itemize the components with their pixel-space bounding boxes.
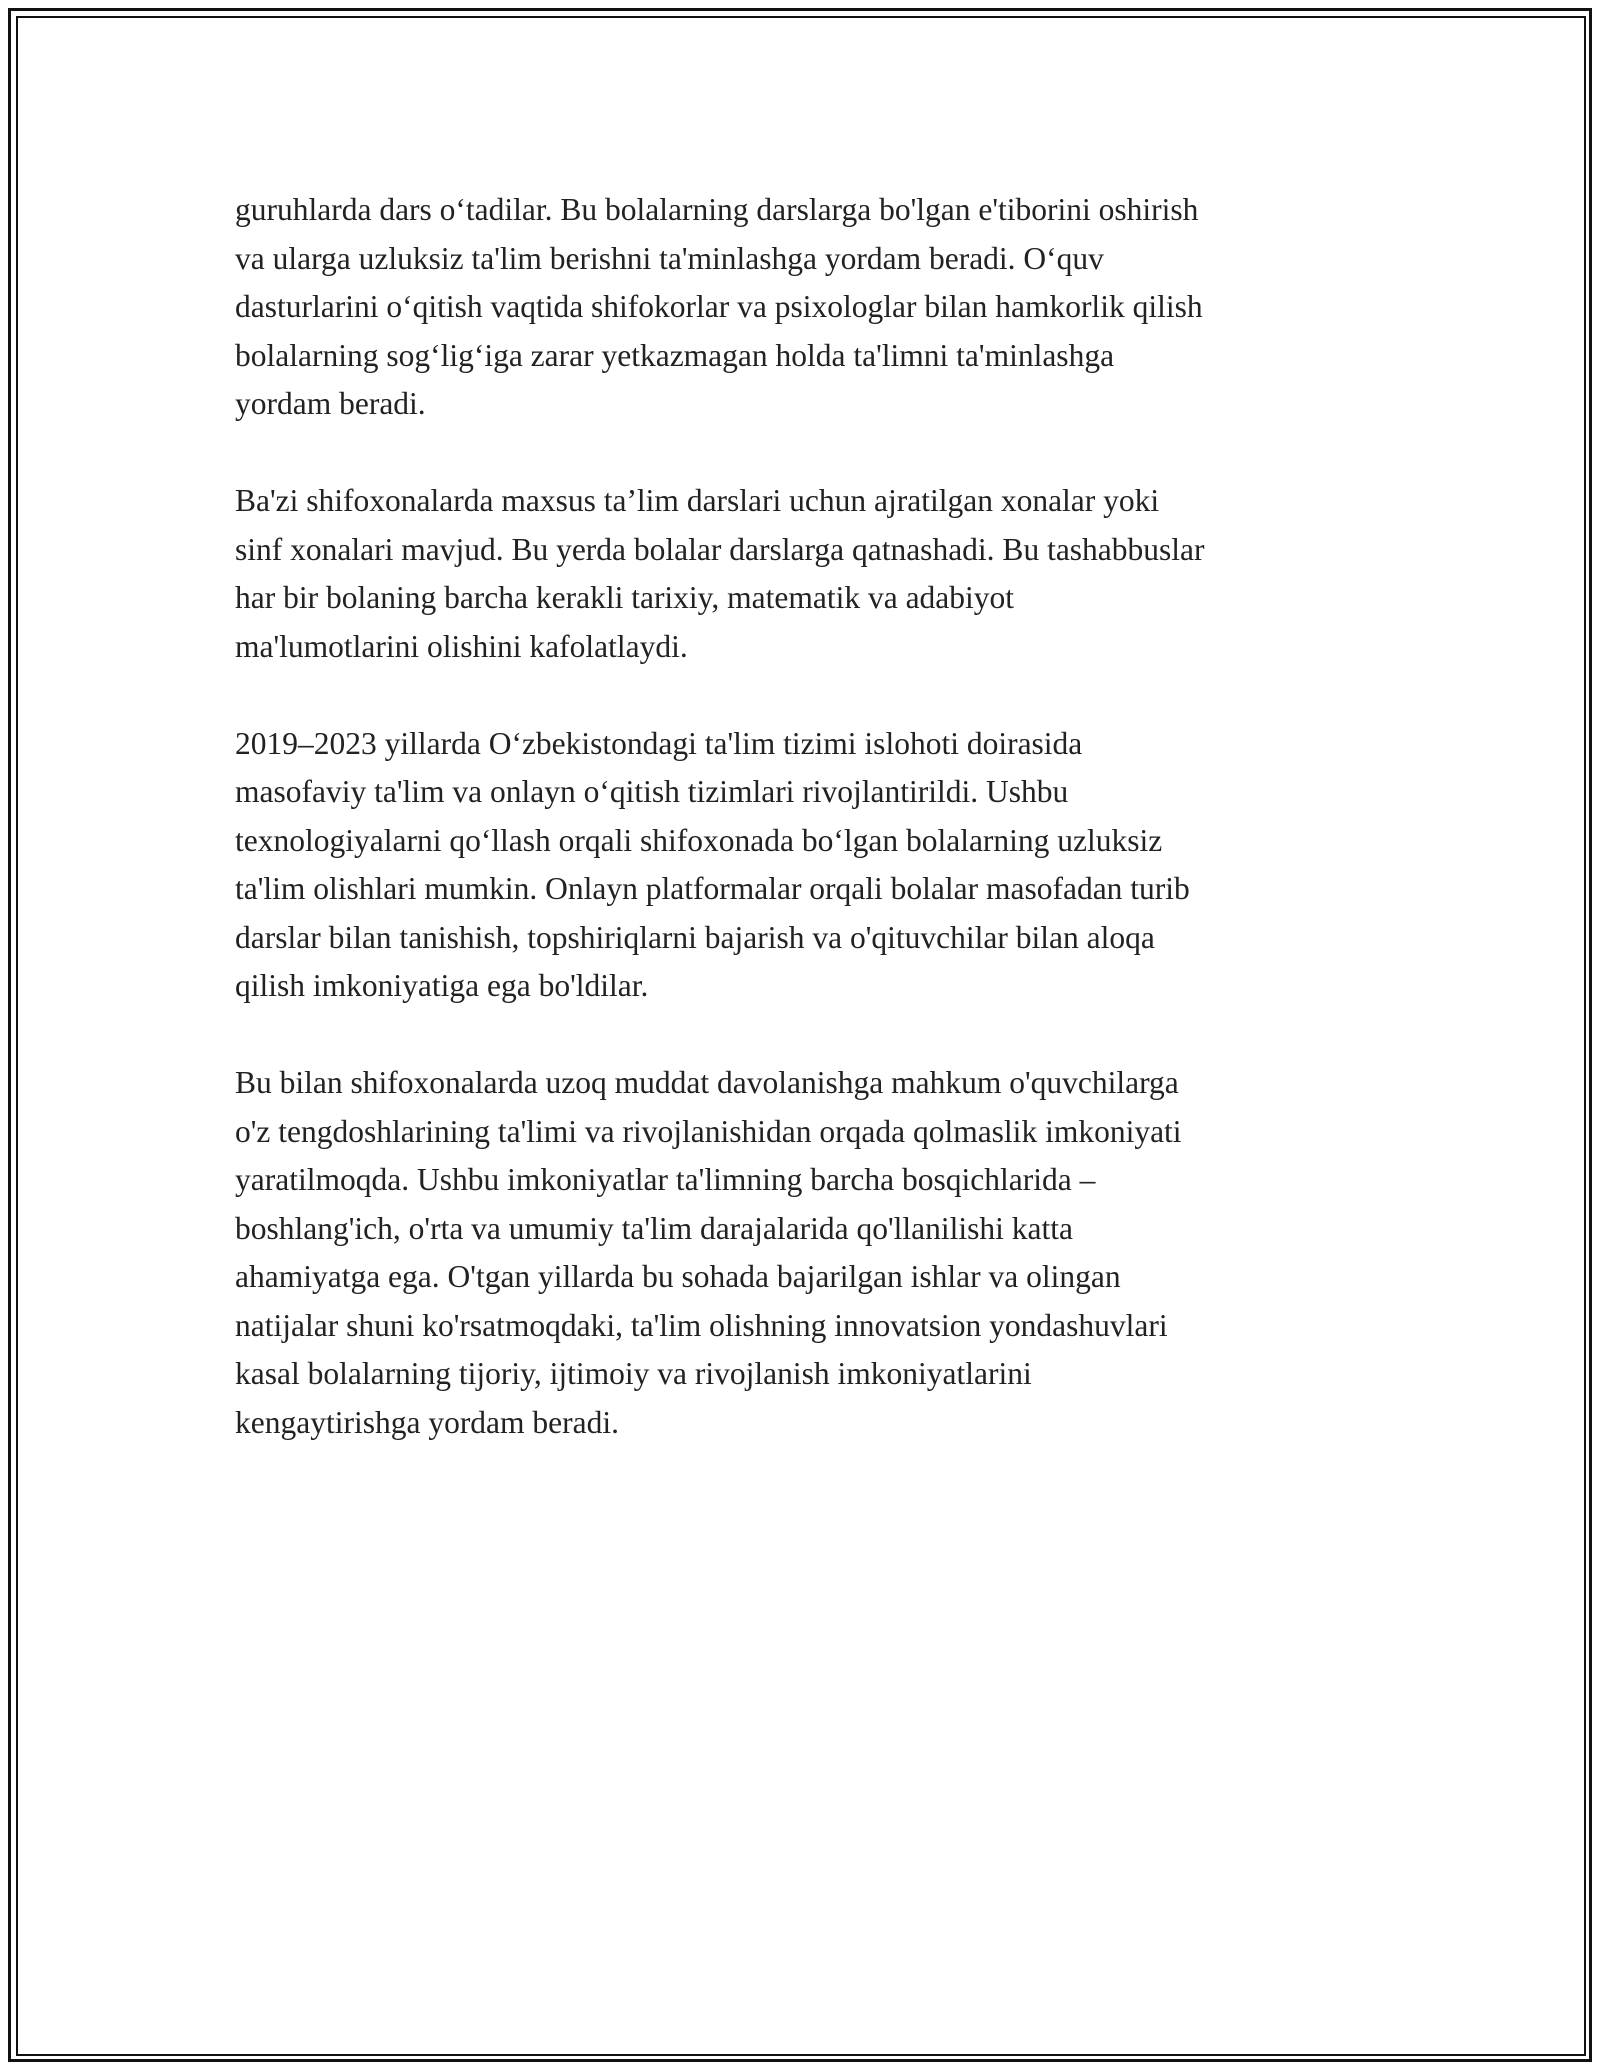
- text-line: Ba'zi shifoxonalarda maxsus ta’lim darslari uchun ajratilgan xonalar yoki: [235, 483, 1160, 518]
- paragraph-4: [235, 1059, 1375, 1447]
- text-line: ta'lim olishlari mumkin. Onlayn platformalar orqali bolalar masofadan turib: [235, 871, 1190, 906]
- text-line: yaratilmoqda. Ushbu imkoniyatlar ta'limning barcha bosqichlarida –: [235, 1162, 1096, 1197]
- text-line: o'z tengdoshlarining ta'limi va rivojlanishidan orqada qolmaslik imkoniyati: [235, 1113, 1182, 1149]
- text-line: qilish imkoniyatiga ega bo'ldilar.: [235, 968, 649, 1003]
- text-line: natijalar shuni ko'rsatmoqdaki, ta'lim olishning innovatsion yondashuvlari: [235, 1307, 1168, 1343]
- paragraph-2: [235, 477, 1375, 671]
- text-line: ma'lumotlarini olishini kafolatlaydi.: [235, 628, 688, 664]
- text-line: ahamiyatga ega. O'tgan yillarda bu sohada bajarilgan ishlar va olingan: [235, 1259, 1121, 1294]
- text-line: texnologiyalarni qo‘llash orqali shifoxonada bo‘lgan bolalarning uzluksiz: [235, 822, 1163, 858]
- text-line: boshlang'ich, o'rta va umumiy ta'lim darajalarida qo'llanilishi katta: [235, 1210, 1073, 1246]
- paragraph-3: [235, 720, 1375, 1011]
- text-line: sinf xonalari mavjud. Bu yerda bolalar darslarga qatnashadi. Bu tashabbuslar: [235, 531, 1205, 567]
- text-line: va ularga uzluksiz ta'lim berishni ta'minlashga yordam beradi. O‘quv: [235, 240, 1104, 276]
- text-line: Bu bilan shifoxonalarda uzoq muddat davolanishga mahkum o'quvchilarga: [235, 1065, 1179, 1100]
- text-line: darslar bilan tanishish, topshiriqlarni bajarish va o'qituvchilar bilan aloqa: [235, 919, 1155, 955]
- text-line: guruhlarda dars o‘tadilar. Bu bolalarning darslarga bo'lgan e'tiborini oshirish: [235, 192, 1199, 227]
- text-line: 2019–2023 yillarda O‘zbekistondagi ta'lim tizimi islohoti doirasida: [235, 725, 1083, 761]
- paragraph-1: [235, 186, 1375, 429]
- text-line: masofaviy ta'lim va onlayn o‘qitish tizimlari rivojlantirildi. Ushbu: [235, 774, 1069, 809]
- text-line: kasal bolalarning tijoriy, ijtimoiy va rivojlanish imkoniyatlarini: [235, 1356, 1032, 1391]
- document-body: [235, 186, 1375, 1496]
- text-line: kengaytirishga yordam beradi.: [235, 1404, 619, 1440]
- text-line: dasturlarini o‘qitish vaqtida shifokorlar va psixologlar bilan hamkorlik qilish: [235, 289, 1203, 324]
- text-line: har bir bolaning barcha kerakli tarixiy, matematik va adabiyot: [235, 580, 1015, 615]
- text-line: bolalarning sog‘lig‘iga zarar yetkazmagan holda ta'limni ta'minlashga: [235, 337, 1115, 373]
- text-line: yordam beradi.: [235, 386, 426, 421]
